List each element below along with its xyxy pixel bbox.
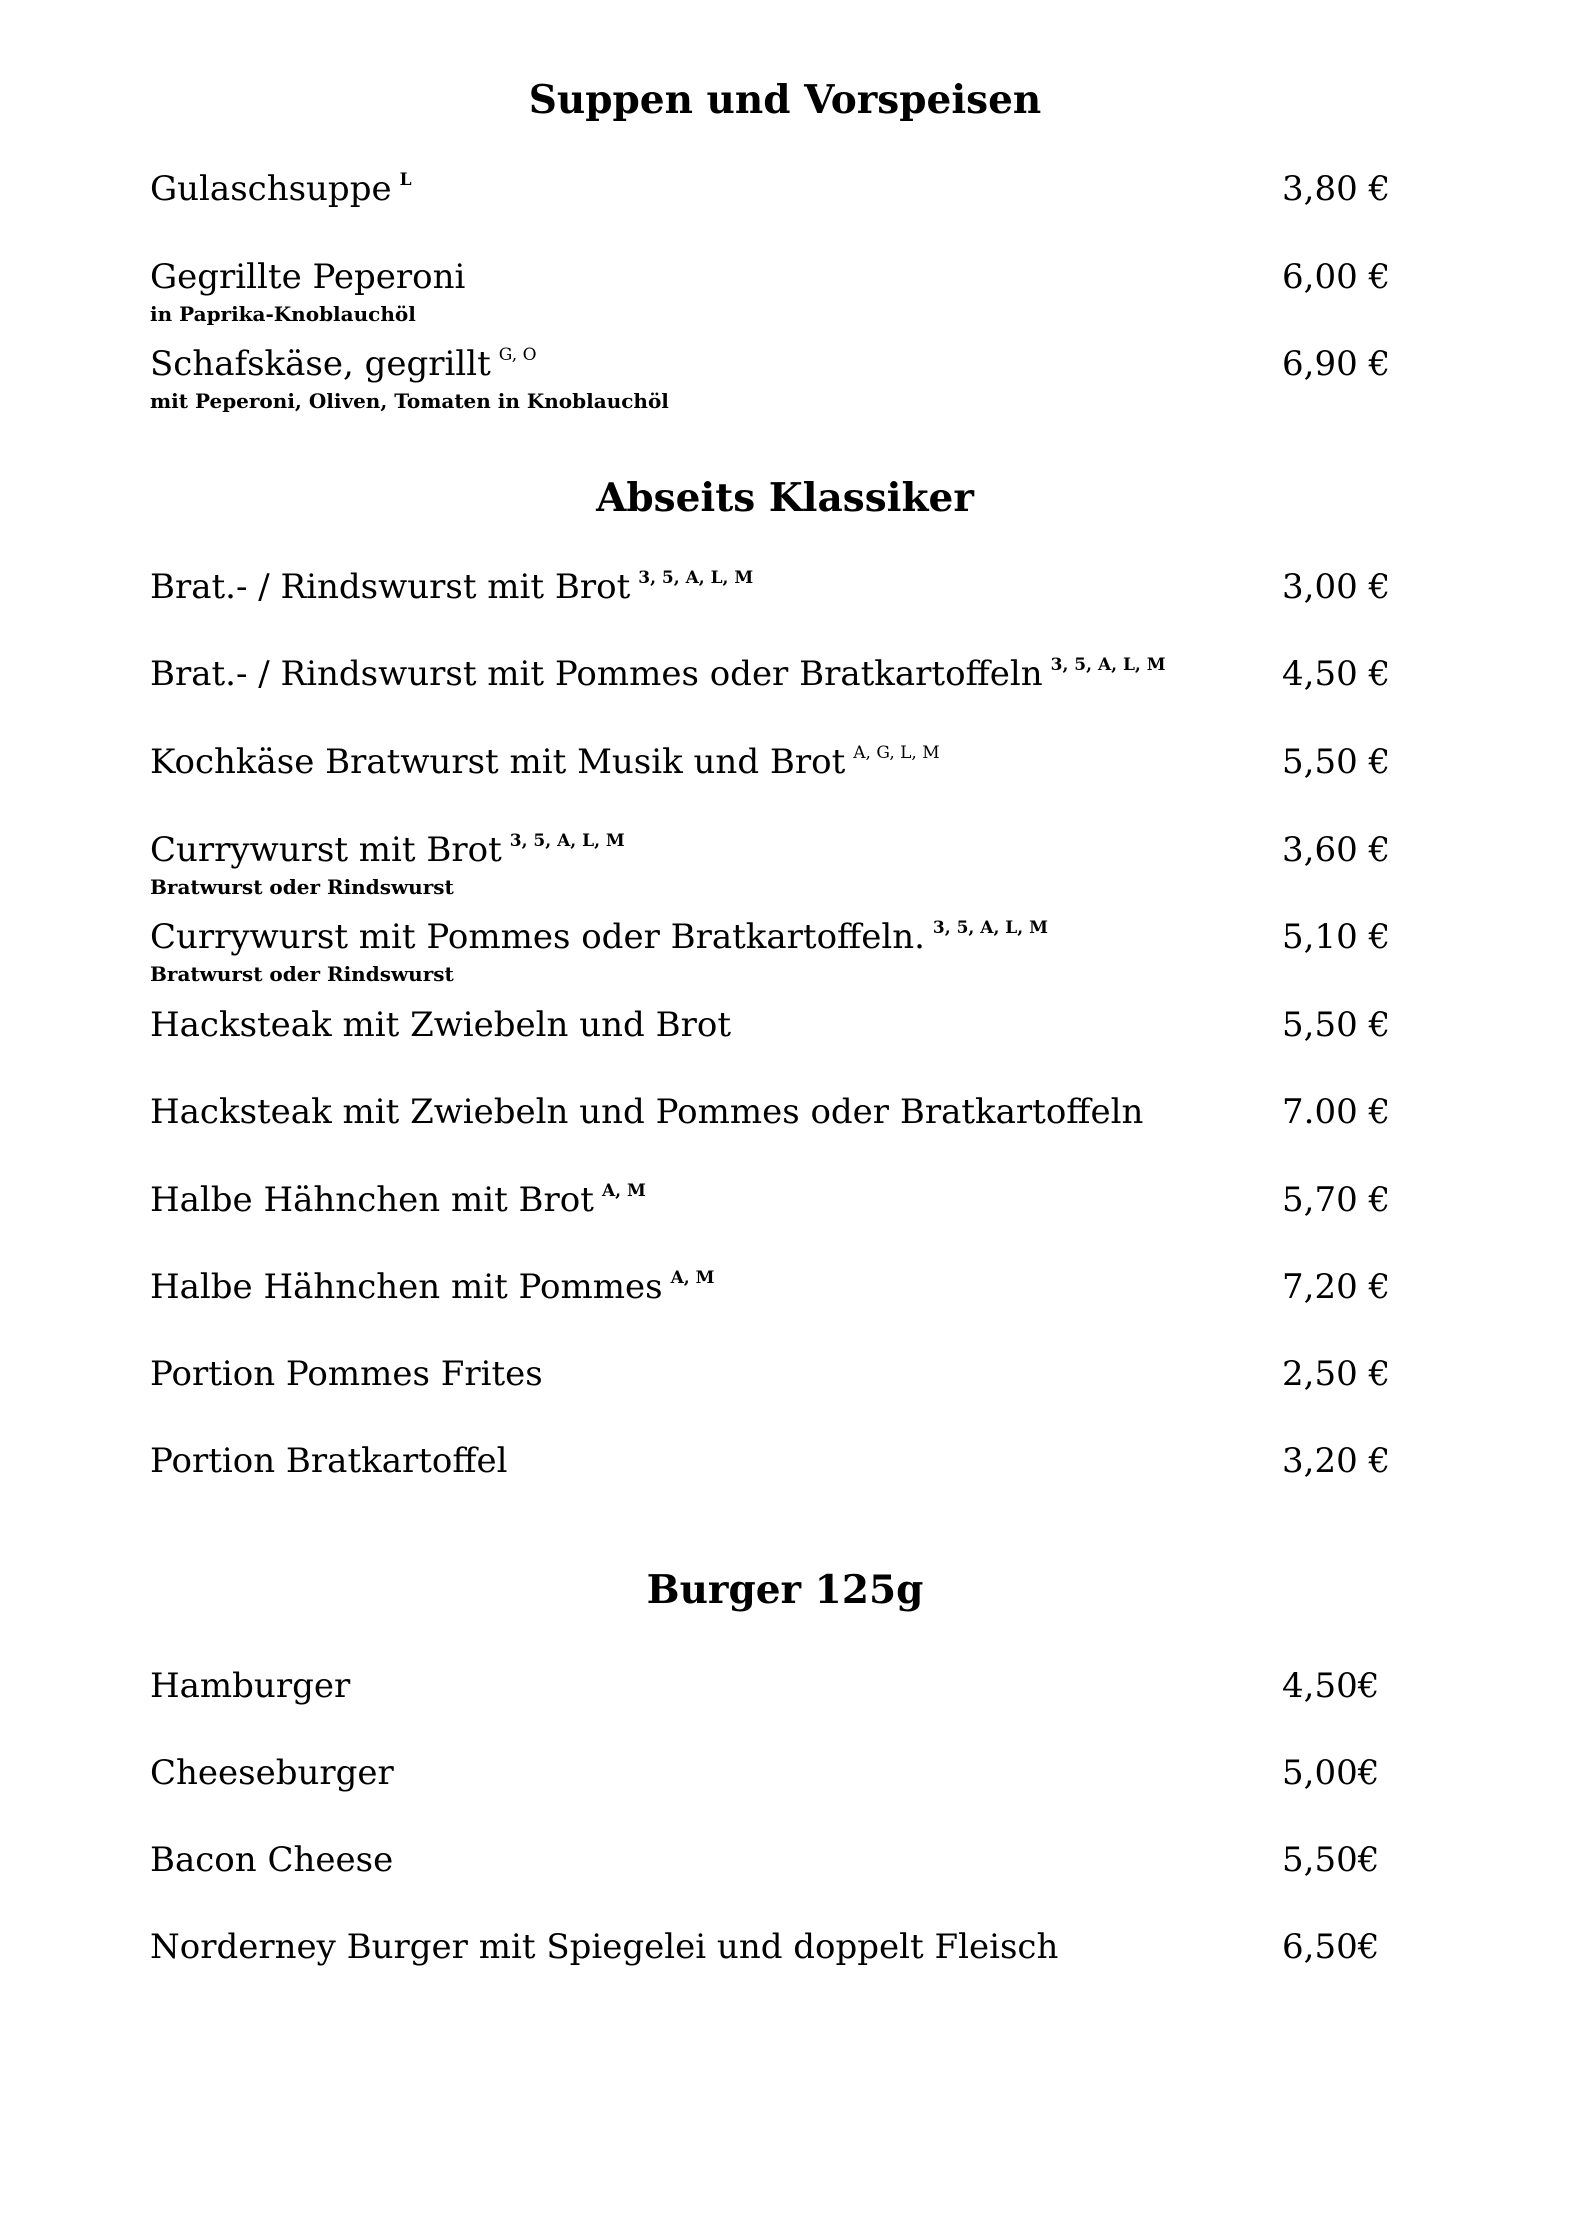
allergen-codes: A, G, L, M [853,743,940,763]
item-price: 5,10 € [1282,917,1391,957]
menu-item [150,1179,1391,1239]
allergen-codes: 3, 5, A, L, M [509,831,625,851]
item-name: Gegrillte Peperoni [150,257,466,297]
item-name: Halbe Hähnchen mit Brot $^{A, M}$ [150,1180,646,1220]
item-name: Gulaschsuppe $^L$ [150,169,412,209]
item-name: Currywurst mit Brot $^{3, 5, A, L, M}$ [150,830,625,870]
item-price: 4,50 € [1282,654,1391,694]
item-price: 4,50€ [1282,1666,1380,1706]
item-price: 5,50 € [1282,742,1391,782]
menu-item [150,1266,1391,1326]
menu-item [150,566,1391,626]
item-price: 7,20 € [1282,1267,1391,1307]
allergen-codes: G, O [498,345,537,365]
item-name: Norderney Burger mit Spiegelei und doppelt Fleisch [150,1927,1059,1967]
item-price: 3,20 € [1282,1441,1391,1481]
item-price: 7.00 € [1282,1092,1391,1132]
item-name: Brat.- / Rindswurst mit Pommes oder Bratkartoffeln $^{3, 5, A, L, M}$ [150,654,1166,694]
item-name: Portion Pommes Frites [150,1354,543,1394]
menu-item [150,916,1391,986]
item-description: mit Peperoni, Oliven, Tomaten in Knoblauchöl [150,389,669,413]
item-name: Kochkäse Bratwurst mit Musik und Brot $^{A, G, L, M}$ [150,742,940,782]
item-description: in Paprika-Knoblauchöl [150,302,416,326]
menu-item [150,1926,1380,1986]
menu-item [150,829,1391,899]
menu-item [150,1752,1380,1812]
item-description: Bratwurst oder Rindswurst [150,962,454,986]
menu-item [150,1353,1391,1413]
item-price: 2,50 € [1282,1354,1391,1394]
allergen-codes: 3, 5, A, L, M [932,918,1048,938]
section-title-suppen: Suppen und Vorspeisen [528,77,1042,123]
item-price: 5,00€ [1282,1753,1380,1793]
menu-item [150,653,1391,713]
item-name: Bacon Cheese [150,1840,394,1880]
item-name: Hacksteak mit Zwiebeln und Pommes oder Bratkartoffeln [150,1092,1144,1132]
item-name: Hacksteak mit Zwiebeln und Brot [150,1005,731,1045]
item-name: Hamburger [150,1666,351,1706]
item-price: 5,70 € [1282,1180,1391,1220]
item-name: Currywurst mit Pommes oder Bratkartoffeln. $^{3, 5, A, L, M}$ [150,917,1048,957]
item-price: 3,00 € [1282,567,1391,607]
menu-item [150,168,1391,228]
item-price: 5,50 € [1282,1005,1391,1045]
section-title-burger: Burger 125g [646,1567,924,1613]
menu-item [150,1091,1391,1151]
item-name: Brat.- / Rindswurst mit Brot $^{3, 5, A, L, M}$ [150,567,754,607]
allergen-codes: A, M [601,1181,646,1201]
allergen-codes: A, M [670,1268,715,1288]
item-price: 5,50€ [1282,1840,1380,1880]
menu-item [150,256,1391,326]
menu-item [150,1004,1391,1064]
item-name: Cheeseburger [150,1753,394,1793]
menu-item [150,1839,1380,1899]
allergen-codes: L [399,170,412,190]
item-price: 6,00 € [1282,257,1391,297]
item-price: 6,90 € [1282,344,1391,384]
menu-item [150,741,1391,801]
item-description: Bratwurst oder Rindswurst [150,875,454,899]
allergen-codes: 3, 5, A, L, M [638,568,754,588]
item-price: 3,60 € [1282,830,1391,870]
item-name: Portion Bratkartoffel [150,1441,508,1481]
item-price: 3,80 € [1282,169,1391,209]
item-price: 6,50€ [1282,1927,1380,1967]
item-name: Halbe Hähnchen mit Pommes $^{A, M}$ [150,1267,715,1307]
allergen-codes: 3, 5, A, L, M [1050,655,1166,675]
menu-item [150,1665,1380,1725]
menu-item [150,1440,1391,1500]
section-title-klassiker: Abseits Klassiker [596,475,974,521]
menu-item [150,343,1391,413]
item-name: Schafskäse, gegrillt $^{G, O}$ [150,344,537,384]
